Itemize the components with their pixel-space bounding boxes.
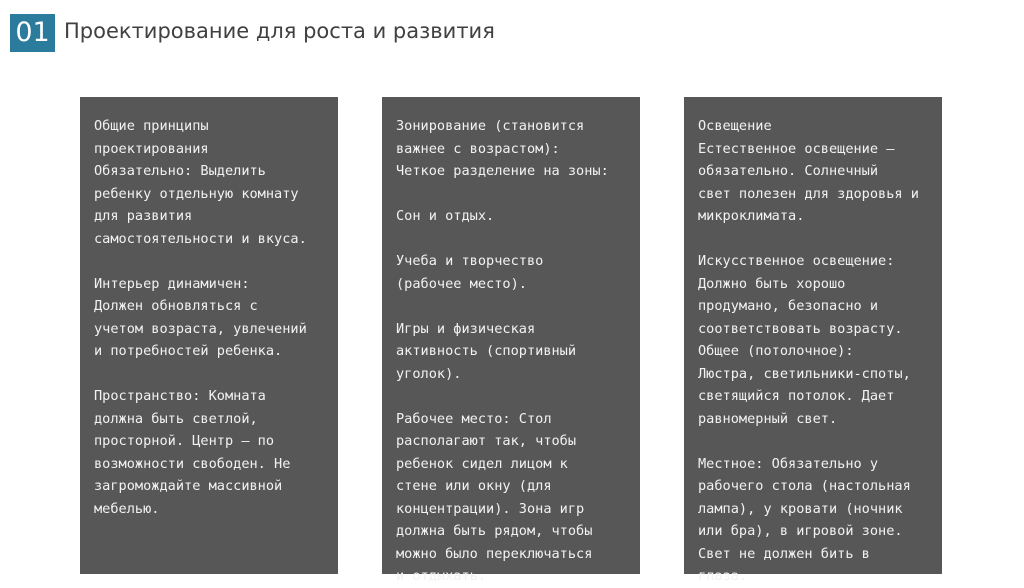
column-text [94, 115, 330, 520]
paragraph: Учеба и творчество (рабочее место). [396, 253, 544, 292]
paragraph: Сон и отдых. [396, 208, 495, 224]
paragraph: Интерьер динамичен: Должен обновляться с учетом возраста, увлечений и потребностей ребенка. [94, 275, 307, 359]
paragraph: Игры и физическая активность (спортивный уголок). [396, 320, 577, 382]
paragraph: Рабочее место: Стол располагают так, чтобы ребенок сидел лицом к стене или окну (для концентрации). Зона игр должна быть рядом, чтобы можно было переключаться и отдыхать. [396, 410, 593, 584]
slide-number-badge: 01 [10, 14, 55, 52]
content-column-lighting [684, 97, 942, 584]
column-text [396, 115, 632, 588]
paragraph: Освещение Естественное освещение — обязательно. Солнечный свет полезен для здоровья и микроклимата. [698, 118, 919, 224]
slide-title: Проектирование для роста и развития [64, 19, 495, 43]
content-column-zoning [382, 97, 640, 584]
paragraph: Пространство: Комната должна быть светлой, просторной. Центр — по возможности свободен. Не загромождайте массивной мебелью. [94, 388, 291, 517]
column-text [698, 115, 934, 588]
paragraph: Общие принципы проектирования Обязательно: Выделить ребенку отдельную комнату для развития самостоятельности и вкуса. [94, 118, 307, 247]
paragraph: Местное: Обязательно у рабочего стола (настольная лампа), у кровати (ночник или бра), в игровой зоне. Свет не должен бить в глаза. [698, 455, 911, 584]
paragraph: Искусственное освещение: Должно быть хорошо продумано, безопасно и соответствовать возрасту. Общее (потолочное): Люстра, светильники-споты, светящийся потолок. Дает равномерный свет. [698, 253, 911, 427]
paragraph: Зонирование (становится важнее с возрастом): Четкое разделение на зоны: [396, 118, 609, 179]
content-column-general-principles [80, 97, 338, 574]
